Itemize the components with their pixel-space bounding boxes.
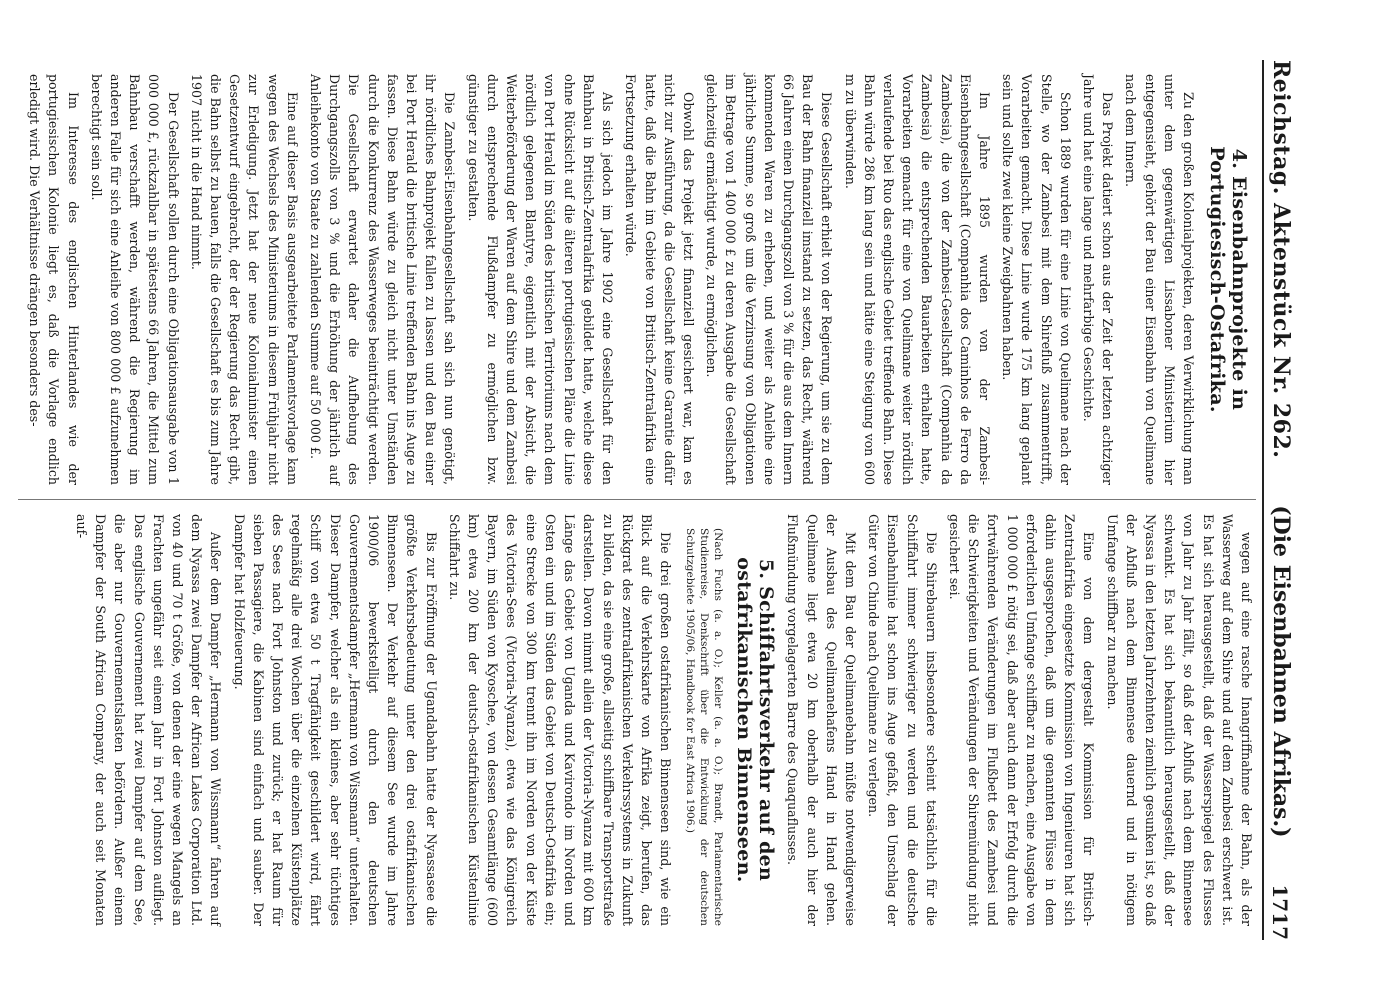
paragraph: Schon 1889 wurden für eine Linie von Quelimane nach der Stelle, wo der Zambesi mit dem Shirefluß zusammentrifft, Vorarbeiten gemacht. Diese Linie wurde 175 km lang geplant sein und sollte zwei kleine Zweigbahnen haben. bbox=[1000, 74, 1073, 485]
paragraph: Im Interesse des englischen Hinterlandes wie der portugiesischen Kolonie liegt es, daß die Vorlage endlich erledigt wird. Die Verhältnisse drängen besonders des- bbox=[27, 74, 81, 485]
running-head-left: Reichstag. Aktenstück Nr. 262. bbox=[1268, 60, 1294, 459]
paragraph: Der Gesellschaft sollen durch eine Obligationsausgabe von 1 000 000 £, rückzahlbar in spätestens 66 Jahren, die Mittel zum Bahnbau verschafft werden, während die Regierung im anderen Falle für sich eine Anleihe von 800 000 £ aufzunehmen berechtigt sein soll. bbox=[88, 74, 181, 485]
right-column bbox=[18, 500, 1256, 940]
paragraph: Das Projekt datiert schon aus der Zeit der letzten achtziger Jahre und hat eine lange und mehrfarbige Geschichte. bbox=[1080, 74, 1116, 485]
paragraph: Obwohl das Projekt jetzt finanziell gesichert war, kam es nicht zur Ausführung, da die Gesellschaft keine Garantie dafür hatte, daß die Bahn im Gebiete von Britisch-Zentralafrika eine Fortsetzung erhalten würde. bbox=[623, 74, 696, 485]
paragraph: Die drei großen ostafrikanischen Binnenseen sind, wie ein Blick auf die Verkehrskarte von Afrika zeigt, berufen, das Rückgrat des zentralafrikanischen Verkehrssystems in Zukunft zu bilden, da sie eine große, allseitig schiffbare Transportstraße darstellen. Davon nimmt allein der Victoria-Nyanza mit 600 km Länge das Gebiet von Uganda und Kavirondo im Norden und Osten ein und im Süden das Gebiet von Deutsch-Ostafrika ein; eine Strecke von 300 km trennt ihn im Norden von der Küste des Victoria-Sees (Victoria-Nyanza), etwa wie das Königreich Bayern, im Süden von Kyoschee, von dessen Gesamtlänge (600 km) etwa 200 km der deutsch-ostafrikanischen Küstenlinie Schiffahrt zu. bbox=[446, 514, 674, 926]
paragraph: wegen auf eine rasche Inangriffnahme der Bahn, als der Wasserweg auf dem Shire und auf dem Zambesi erschwert ist. Es hat sich herausgestellt, daß der Wasserspiegel des Flusses von Jahr zu Jahr fällt, so daß der Abfluß nach dem Binnensee schwankt. Es hat sich bekanntlich herausgestellt, daß der Nyassa in den letzten Jahrzehnten ziemlich gesunken ist, so daß der Abfluß nach dem Binnensee dauernd und in nötigem Umfange schiffbar zu machen. bbox=[1104, 514, 1254, 926]
page-number: 1717 bbox=[1268, 884, 1292, 940]
section-heading-5: 5. Schiffahrtsverkehr auf den ostafrikanischen Binnenseen. bbox=[733, 557, 778, 883]
paragraph: Eine von dem dergestalt Kommission für Britisch-Zentralafrika eingesetzte Kommission von Ingenieuren hat sich dahin ausgesprochen, daß um die genannten Flüsse in dem erforderlichen Umfange schiffbar zu machen, eine Ausgabe von 1 000 000 £ nötig sei, daß aber auch dann der Erfolg durch die fortwährenden Veränderungen im Flußbett des Zambesi und die Schwierigkeiten und Verändungen der Shiremündung nicht gesichert sei. bbox=[946, 514, 1097, 926]
paragraph: Zu den großen Kolonialprojekten, deren Verwirklichung man unter dem gegenwärtigen Lissaboner Ministerium hier entgegensieht, gehört der Bau einer Eisenbahn von Quelimane nach dem Innern. bbox=[1123, 74, 1196, 485]
paragraph: Als sich jedoch im Jahre 1902 eine Gesellschaft für den Bahnbau in Britisch-Zentralafrika gebildet hatte, welche diese ohne Rücksicht auf die älteren portugiesischen Pläne die Linie von Port Herald im Süden des britischen Territoriums nach dem nördlich gelegenen Blantyre, eigentlich mit der Absicht, die Weiterbeförderung der Waren auf dem Shire und dem Zambesi durch entsprechende Flußdampfer zu ermöglichen bzw. günstiger zu gestalten. bbox=[465, 74, 616, 485]
section-heading-4: 4. Eisenbahnprojekte in Portugiesisch-Ostafrika. bbox=[1206, 146, 1250, 413]
paragraph: Mit dem Bau der Quelimanebahn müßte notwendigerweise der Ausbau des Quelimanehafens Hand in Hand gehen. Quelimane liegt etwa 20 km oberhalb der auch hier der Flußmündung vorgelagerten Barre des Quaquaflusses. bbox=[785, 514, 858, 926]
text-columns bbox=[18, 60, 1256, 940]
paragraph: Die Shirebauern insbesondere scheint tatsächlich für die Schiffahrt immer schwieriger zu werden und die deutsche Eisenbahnlinie hat schon ins Auge gefaßt, den Umschlag der Güter von Chinde nach Quelimane zu verlegen. bbox=[866, 514, 939, 926]
left-column bbox=[18, 60, 1256, 500]
paragraph: Außer dem Dampfer „Hermann von Wissmann“ fahren auf dem Nyassa zwei Dampfer der African Lakes Corporation Ltd. von 40 und 70 t Größe, von denen der eine wegen Mangels an Frachten ungefähr seit einem Jahr in Fort Johnston aufliegt. Das englische Gouvernement hat zwei Dampfer auf dem See, die aber nur Gouvernementslasten befördern. Außer einem Dampfer der South African Company, der auch seit Monaten auf- bbox=[74, 514, 224, 926]
paragraph: Die Zambesi-Eisenbahngesellschaft sah sich nun genötigt, ihr nördliches Bahnprojekt fallen zu lassen und den Bau einer bei Port Herald die britische Linie treffenden Bahn ins Auge zu fassen. Diese Bahn würde zu gleich nicht unter Umständen durch die Konkurrenz des Wasserweges beeinträchtigt werden. Die Gesellschaft erwartet daher die Aufhebung des Durchgangszolls von 3 % und die Erhöhung der jährlich auf Anleihekonto von Staate zu zahlenden Summe auf 50 000 £. bbox=[308, 74, 458, 485]
paragraph: Eine auf dieser Basis ausgearbeitete Parlamentsvorlage kam wegen des Wechsels des Ministeriums in diesem Frühjahr nicht zur Erledigung. Jetzt hat der neue Kolonialminister einen Gesetzentwurf eingebracht, der der Regierung das Recht gibt, die Bahn selbst zu bauen, falls die Gesellschaft es bis zum Jahre 1907 nicht in die Hand nimmt. bbox=[188, 74, 300, 485]
paragraph: Im Jahre 1895 wurden von der Zambesi-Eisenbahngesellschaft (Companhia dos Caminhos de Ferro da Zambesia), die von der Zambesi-Gesellschaft (Companhia da Zambesia) die entsprechenden Bauarbeiten erhalten hatte, Vorarbeiten gemacht für eine von Quelimane weiter nördlich verlaufende bei Ruo das englische Gebiet treffende Bahn. Diese Bahn würde 286 km lang sein und hätte eine Steigung von 600 m zu überwinden. bbox=[842, 74, 992, 485]
reference-note: (Nach Fuchs (a. a. O.); Keller (a. a. O.); Brandt, Parlamentarische Studienreise, Denkschrift über die Entwicklung der deutschen Schutzgebiete 1905/06, Handbook for East Africa 1906.) bbox=[684, 528, 725, 926]
page-content bbox=[18, 60, 1308, 940]
paragraph: Bis zur Eröffnung der Ugandabahn hatte der Nyassasee die größte Verkehrsbedeutung unter den drei ostafrikanischen Binnenseen. Der Verkehr auf diesem See wurde im Jahre 1900/06 bewerkstelligt durch den deutschen Gouvernementsdampfer „Hermann von Wissmann“ unterhalten. Dieser Dampfer, welcher als ein kleines, aber sehr tüchtiges Schiff von etwa 50 t Tragfähigkeit geschildert wird, fährt regelmäßig alle drei Wochen über die einzelnen Küstenplätze des Sees nach Fort Johnston und zurück; er hat Raum für sieben Passagiere, die Kabinen sind einfach und sauber. Der Dampfer hat Holzfeuerung. bbox=[231, 514, 439, 926]
running-head-title: (Die Eisenbahnen Afrikas.) bbox=[1268, 505, 1294, 838]
paragraph: Diese Gesellschaft erhielt von der Regierung, um sie zu dem Bau der Bahn finanziell imstand zu setzen, das Recht, während 66 Jahren einen Durchgangszoll von 3 % für die aus dem Innern kommenden Waren zu erheben, und weiter als Anleihe eine jährliche Summe, so groß um die Verzinsung von Obligationen im Betrage von 1 400 000 £ zu deren Ausgabe die Gesellschaft gleichzeitig ermächtigt wurde, zu ermöglichen. bbox=[704, 74, 835, 485]
running-head bbox=[1262, 60, 1308, 940]
